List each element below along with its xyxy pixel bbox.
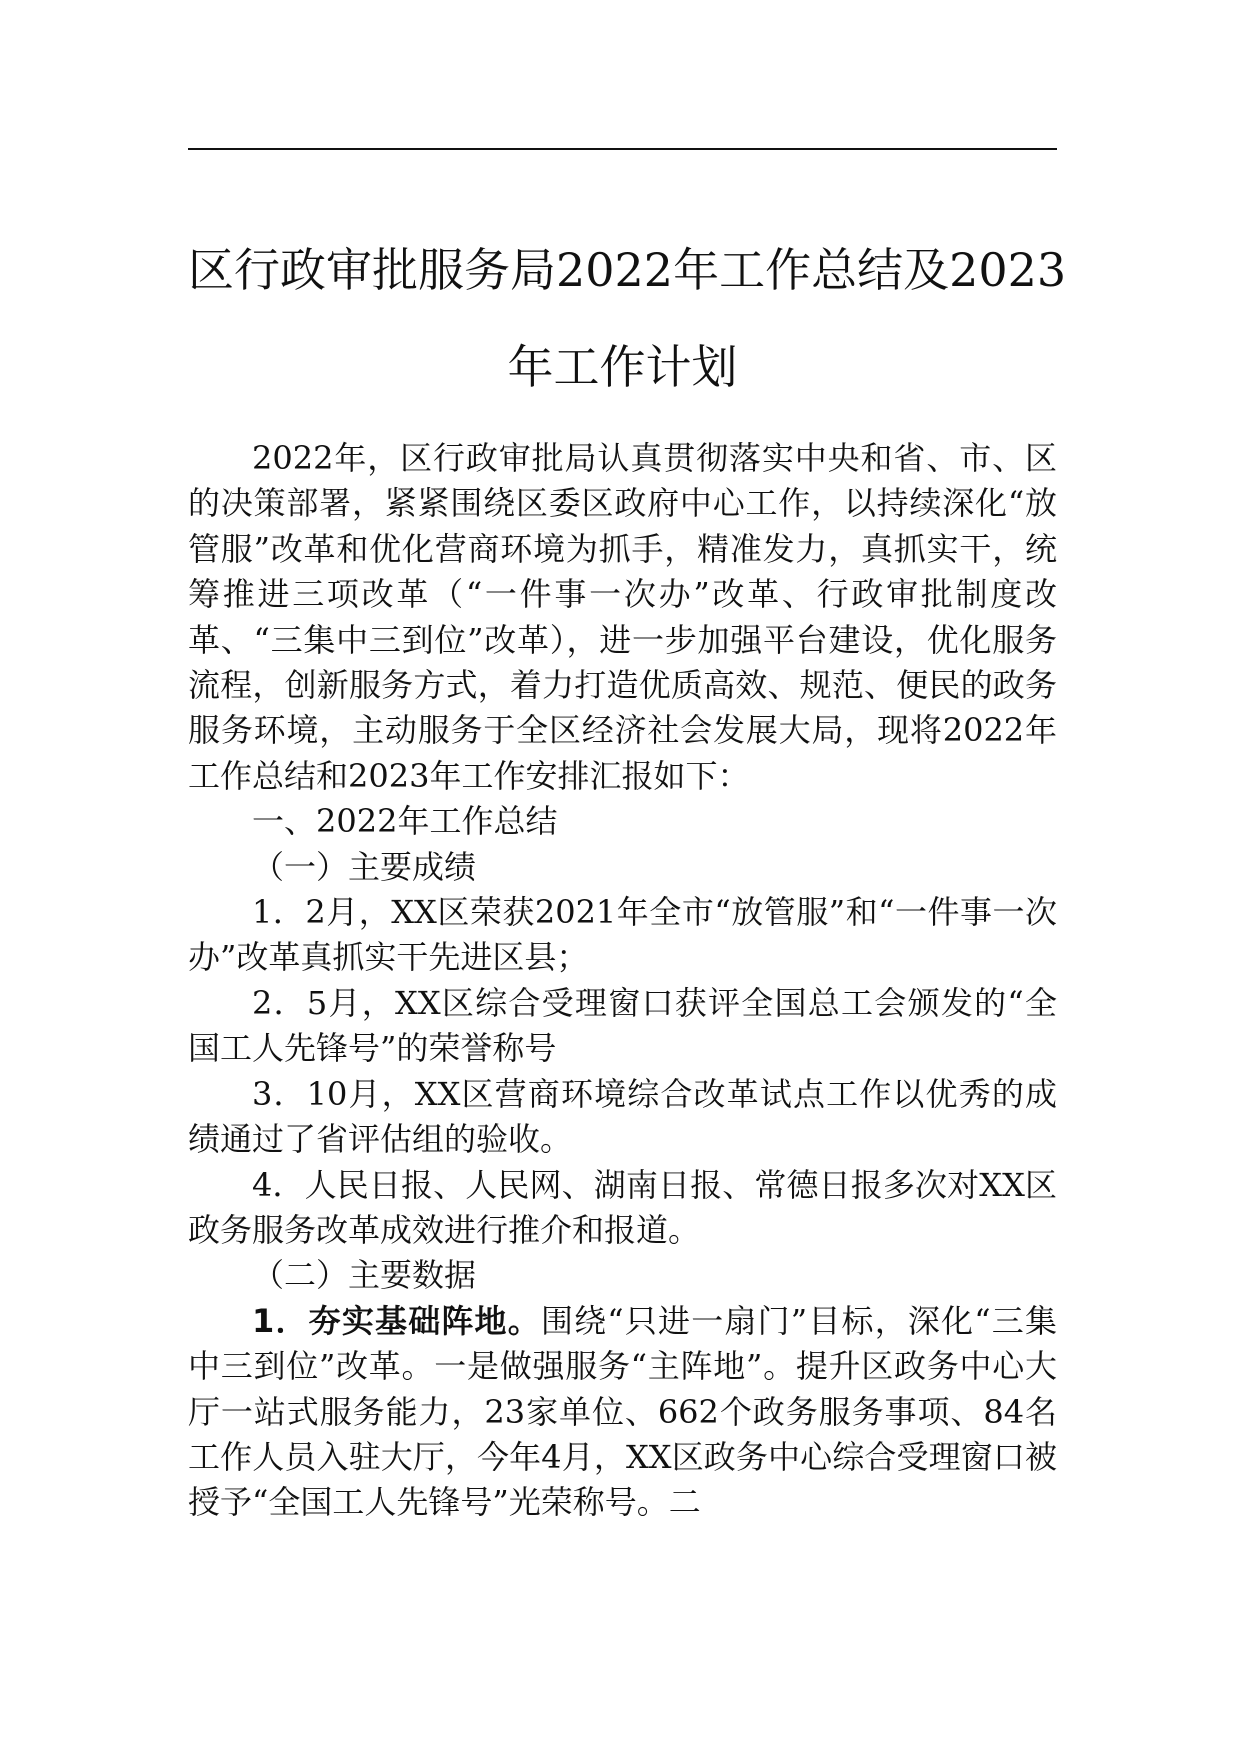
section-heading-1: 一、2022年工作总结	[252, 802, 558, 841]
achievement-item-1: 1．2月，XX区荣获2021年全市“放管服”和“一件事一次办”改革真抓实干先进区县；	[188, 893, 1057, 977]
title-line-1: 区行政审批服务局2022年工作总结及2023	[188, 243, 1067, 297]
intro-paragraph: 2022年，区行政审批局认真贯彻落实中央和省、市、区的决策部署，紧紧围绕区委区政府中心工作，以持续深化“放管服”改革和优化营商环境为抓手，精准发力，真抓实干，统筹推进三项改革（“一件事一次办”改革、行政审批制度改革、“三集中三到位”改革），进一步加强平台建设，优化服务流程，创新服务方式，着力打造优质高效、规范、便民的政务服务环境，主动服务于全区经济社会发展大局，现将2022年工作总结和2023年工作安排汇报如下：	[188, 439, 1057, 795]
data-item-1-lead: 1．夯实基础阵地。	[252, 1301, 541, 1340]
achievement-item-2: 2．5月，XX区综合受理窗口获评全国总工会颁发的“全国工人先锋号”的荣誉称号	[188, 983, 1057, 1068]
title-line-2: 年工作计划	[507, 340, 738, 394]
achievement-item-4: 4．人民日报、人民网、湖南日报、常德日报多次对XX区政务服务改革成效进行推介和报道。	[188, 1165, 1057, 1249]
document-title	[188, 222, 1067, 416]
data-item-1-text: 围绕“只进一扇门”目标，深化“三集中三到位”改革。一是做强服务“主阵地”。提升区政务中心大厅一站式服务能力，23家单位、662个政务服务事项、84名工作人员入驻大厅，今年4月，XX区政务中心综合受理窗口被授予“全国工人先锋号”光荣称号。二	[188, 1301, 1057, 1522]
subsection-heading-1: （一）主要成绩	[252, 847, 477, 886]
achievement-item-3: 3．10月，XX区营商环境综合改革试点工作以优秀的成绩通过了省评估组的验收。	[188, 1074, 1057, 1159]
document-body	[188, 436, 1057, 1526]
data-item-1	[188, 1299, 1057, 1526]
header-rule	[188, 148, 1057, 150]
subsection-heading-2: （二）主要数据	[252, 1256, 477, 1295]
